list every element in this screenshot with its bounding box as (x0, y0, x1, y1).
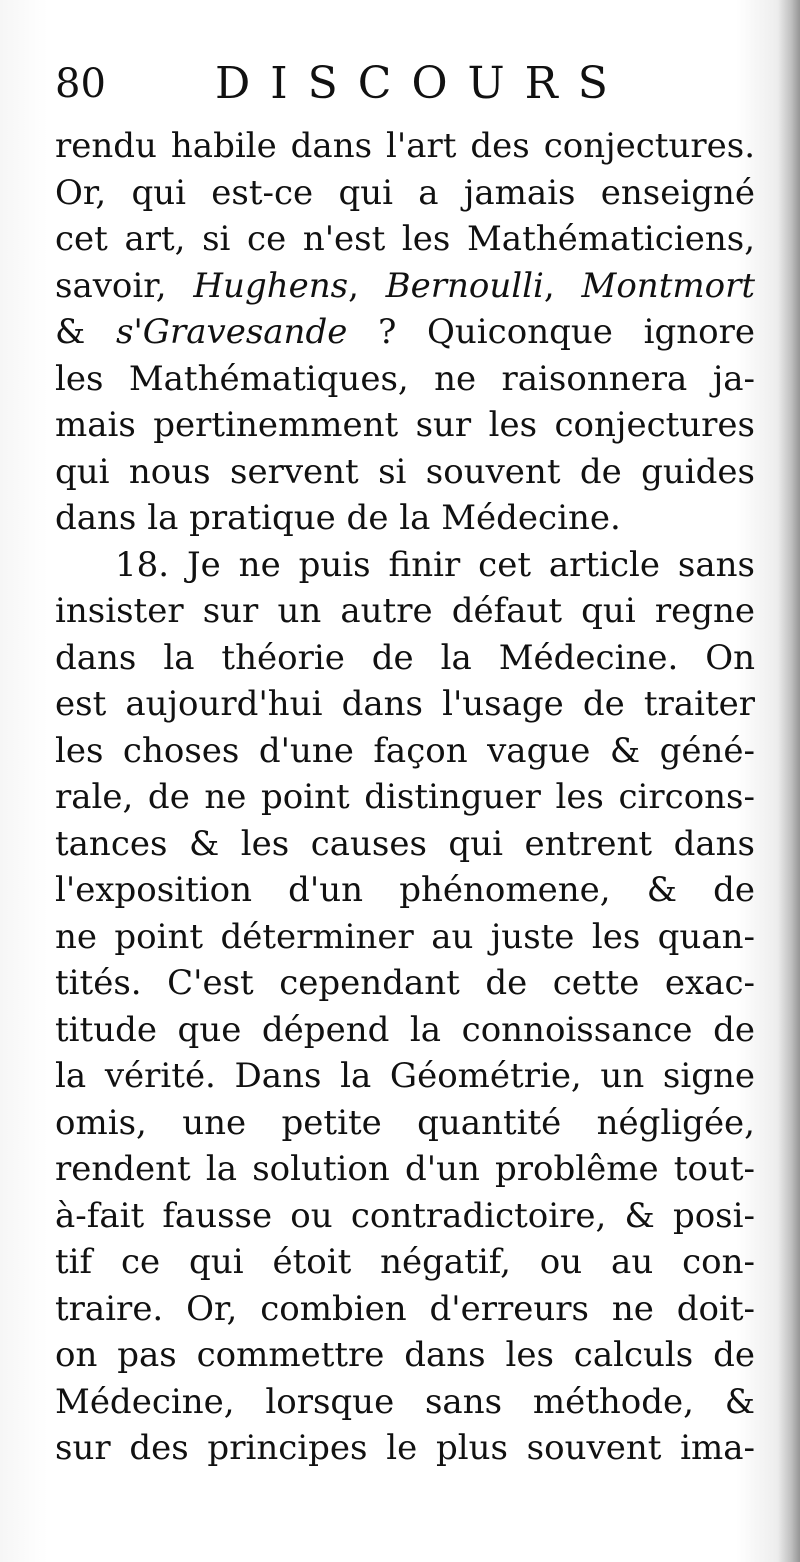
author-name-hughens: Hughens (193, 265, 349, 306)
text-line: à-fait fausse ou contradictoire, & posi- (55, 1195, 755, 1236)
page-header (55, 58, 755, 118)
text-line: dans la pratique de la Médecine. (55, 498, 621, 538)
author-name-gravesande: s'Gravesande (116, 312, 348, 352)
text-line: rendent la solution d'un problême tout- (55, 1149, 755, 1189)
text-line: est aujourd'hui dans l'usage de traiter (55, 684, 755, 724)
text-line: cet art, si ce n'est les Mathématiciens, (55, 219, 755, 259)
running-head: DISCOURS (215, 58, 628, 109)
paragraph-start-line: 18. Je ne puis finir cet article sans (115, 544, 755, 585)
text-segment: ? Quiconque ignore (347, 312, 755, 352)
page-number: 80 (55, 61, 106, 107)
text-segment: , (543, 265, 582, 306)
text-segment: & (55, 312, 117, 352)
text-line: tif ce qui étoit négatif, ou au con- (55, 1242, 755, 1282)
text-line: titude que dépend la connoissance de (55, 1009, 755, 1050)
page-edge-shadow (778, 0, 800, 1562)
text-line: insister sur un autre défaut qui regne (55, 591, 755, 631)
text-line: l'exposition d'un phénomene, & de (55, 870, 755, 910)
text-line: omis, une petite quantité négligée, (55, 1102, 755, 1143)
text-line: on pas commettre dans les calculs de (55, 1335, 755, 1375)
text-line: Médecine, lorsque sans méthode, & (55, 1381, 755, 1422)
text-line: Or, qui est-ce qui a jamais enseigné (55, 172, 755, 213)
text-segment: savoir, (55, 265, 194, 306)
text-line: la vérité. Dans la Géométrie, un signe (55, 1056, 755, 1096)
text-line: ne point déterminer au juste les quan- (55, 916, 755, 957)
text-line: les choses d'une façon vague & géné- (55, 730, 755, 771)
text-line: qui nous servent si souvent de guides (55, 451, 755, 492)
body-text (55, 123, 755, 1472)
author-name-bernoulli: Bernoulli (385, 265, 544, 306)
text-line: dans la théorie de la Médecine. On (55, 637, 755, 678)
text-line: rale, de ne point distinguer les circons- (55, 777, 755, 817)
text-line: mais pertinemment sur les conjectures (55, 405, 755, 445)
text-line: rendu habile dans l'art des conjectures. (55, 126, 755, 166)
text-line: tances & les causes qui entrent dans (55, 823, 755, 864)
author-name-montmort: Montmort (581, 265, 755, 306)
text-line: tités. C'est cependant de cette exac- (55, 963, 755, 1003)
text-line: sur des principes le plus souvent ima- (55, 1428, 755, 1468)
text-segment: , (348, 265, 386, 306)
text-line (55, 309, 755, 356)
text-line: les Mathématiques, ne raisonnera ja- (55, 358, 755, 399)
text-line (55, 263, 755, 310)
text-line: traire. Or, combien d'erreurs ne doit- (55, 1288, 755, 1329)
